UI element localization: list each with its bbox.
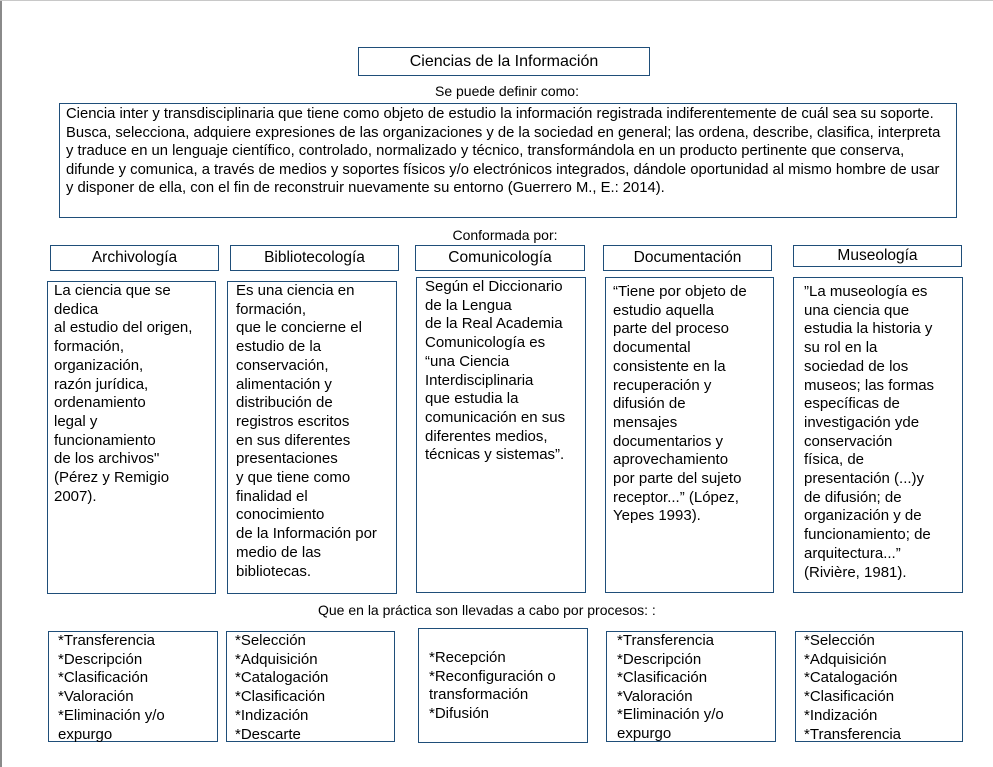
header-bibliotecologia: [230, 245, 399, 271]
diagram-title: [358, 47, 650, 76]
header-archivologia: [50, 245, 219, 271]
description-museologia: ”La museología es una ciencia que estudia la historia y su rol en la sociedad de los museos; las formas específicas de investigación yde conservación física, de presentación (...)y de difusión; de organización y de funcionamiento; de arquitectura...” (Rivière, 1981).: [793, 277, 963, 593]
header-museologia: [793, 245, 962, 267]
description-archivologia: La ciencia que se dedica al estudio del origen, formación, organización, razón jurídica, ordenamiento legal y funcionamiento de los archivos" (Pérez y Remigio 2007).: [47, 281, 216, 594]
page-frame-top: [0, 0, 993, 1]
header-comunicologia-text: Comunicología: [448, 249, 552, 266]
header-documentacion-text: Documentación: [633, 249, 742, 266]
description-documentacion: “Tiene por objeto de estudio aquella parte del proceso documental consistente en la recuperación y difusión de mensajes documentarios y aprovechamiento por parte del sujeto receptor...” (López, Yepes 1993).: [605, 277, 774, 593]
processes-documentacion: *Transferencia *Descripción *Clasificación *Valoración *Eliminación y/o expurgo: [606, 631, 776, 742]
description-comunicologia: Según el Diccionario de la Lengua de la Real Academia Comunicología es “una Ciencia Interdisciplinaria que estudia la comunicación en sus diferentes medios, técnicas y sistemas”.: [416, 277, 586, 593]
define-label: Se puede definir como:: [435, 83, 579, 99]
processes-bibliotecologia: *Selección *Adquisición *Catalogación *Clasificación *Indización *Descarte: [226, 631, 395, 742]
page-frame-left: [0, 0, 2, 767]
definition-box: [59, 103, 957, 218]
processes-museologia: *Selección *Adquisición *Catalogación *Clasificación *Indización *Transferencia: [795, 631, 963, 742]
diagram-title-text: Ciencias de la Información: [409, 52, 599, 70]
header-comunicologia: [415, 245, 585, 271]
header-documentacion: [603, 245, 772, 271]
processes-archivologia: *Transferencia *Descripción *Clasificación *Valoración *Eliminación y/o expurgo: [48, 631, 218, 742]
header-museologia-text: Museología: [837, 247, 918, 264]
definition-text: Ciencia inter y transdisciplinaria que tiene como objeto de estudio la información registrada indiferentemente de cuál sea su soporte. Busca, selecciona, adquiere expresiones de las organizaciones y de la sociedad en general; las ordena, describe, clasifica, interpreta y traduce en un lenguaje científico, controlado, normalizado y técnico, transformándola en un producto pertinente que conserva, difunde y comunica, a través de medios y soportes físicos y/o electrónicos integrados, dándole oportunidad al mismo hombre de usar y disponer de ella, con el fin de reconstruir nuevamente su entorno (Guerrero M., E.: 2014).: [66, 106, 941, 197]
conformed-label: Conformada por:: [452, 227, 558, 243]
processes-label: Que en la práctica son llevadas a cabo por procesos: :: [318, 602, 656, 618]
description-bibliotecologia: Es una ciencia en formación, que le concierne el estudio de la conservación, alimentación y distribución de registros escritos en sus diferentes presentaciones y que tiene como finalidad el conocimiento de la Información por medio de las bibliotecas.: [227, 281, 397, 594]
processes-comunicologia: *Recepción *Reconfiguración o transformación *Difusión: [418, 628, 588, 743]
header-archivologia-text: Archivología: [91, 249, 178, 266]
header-bibliotecologia-text: Bibliotecología: [264, 249, 365, 266]
